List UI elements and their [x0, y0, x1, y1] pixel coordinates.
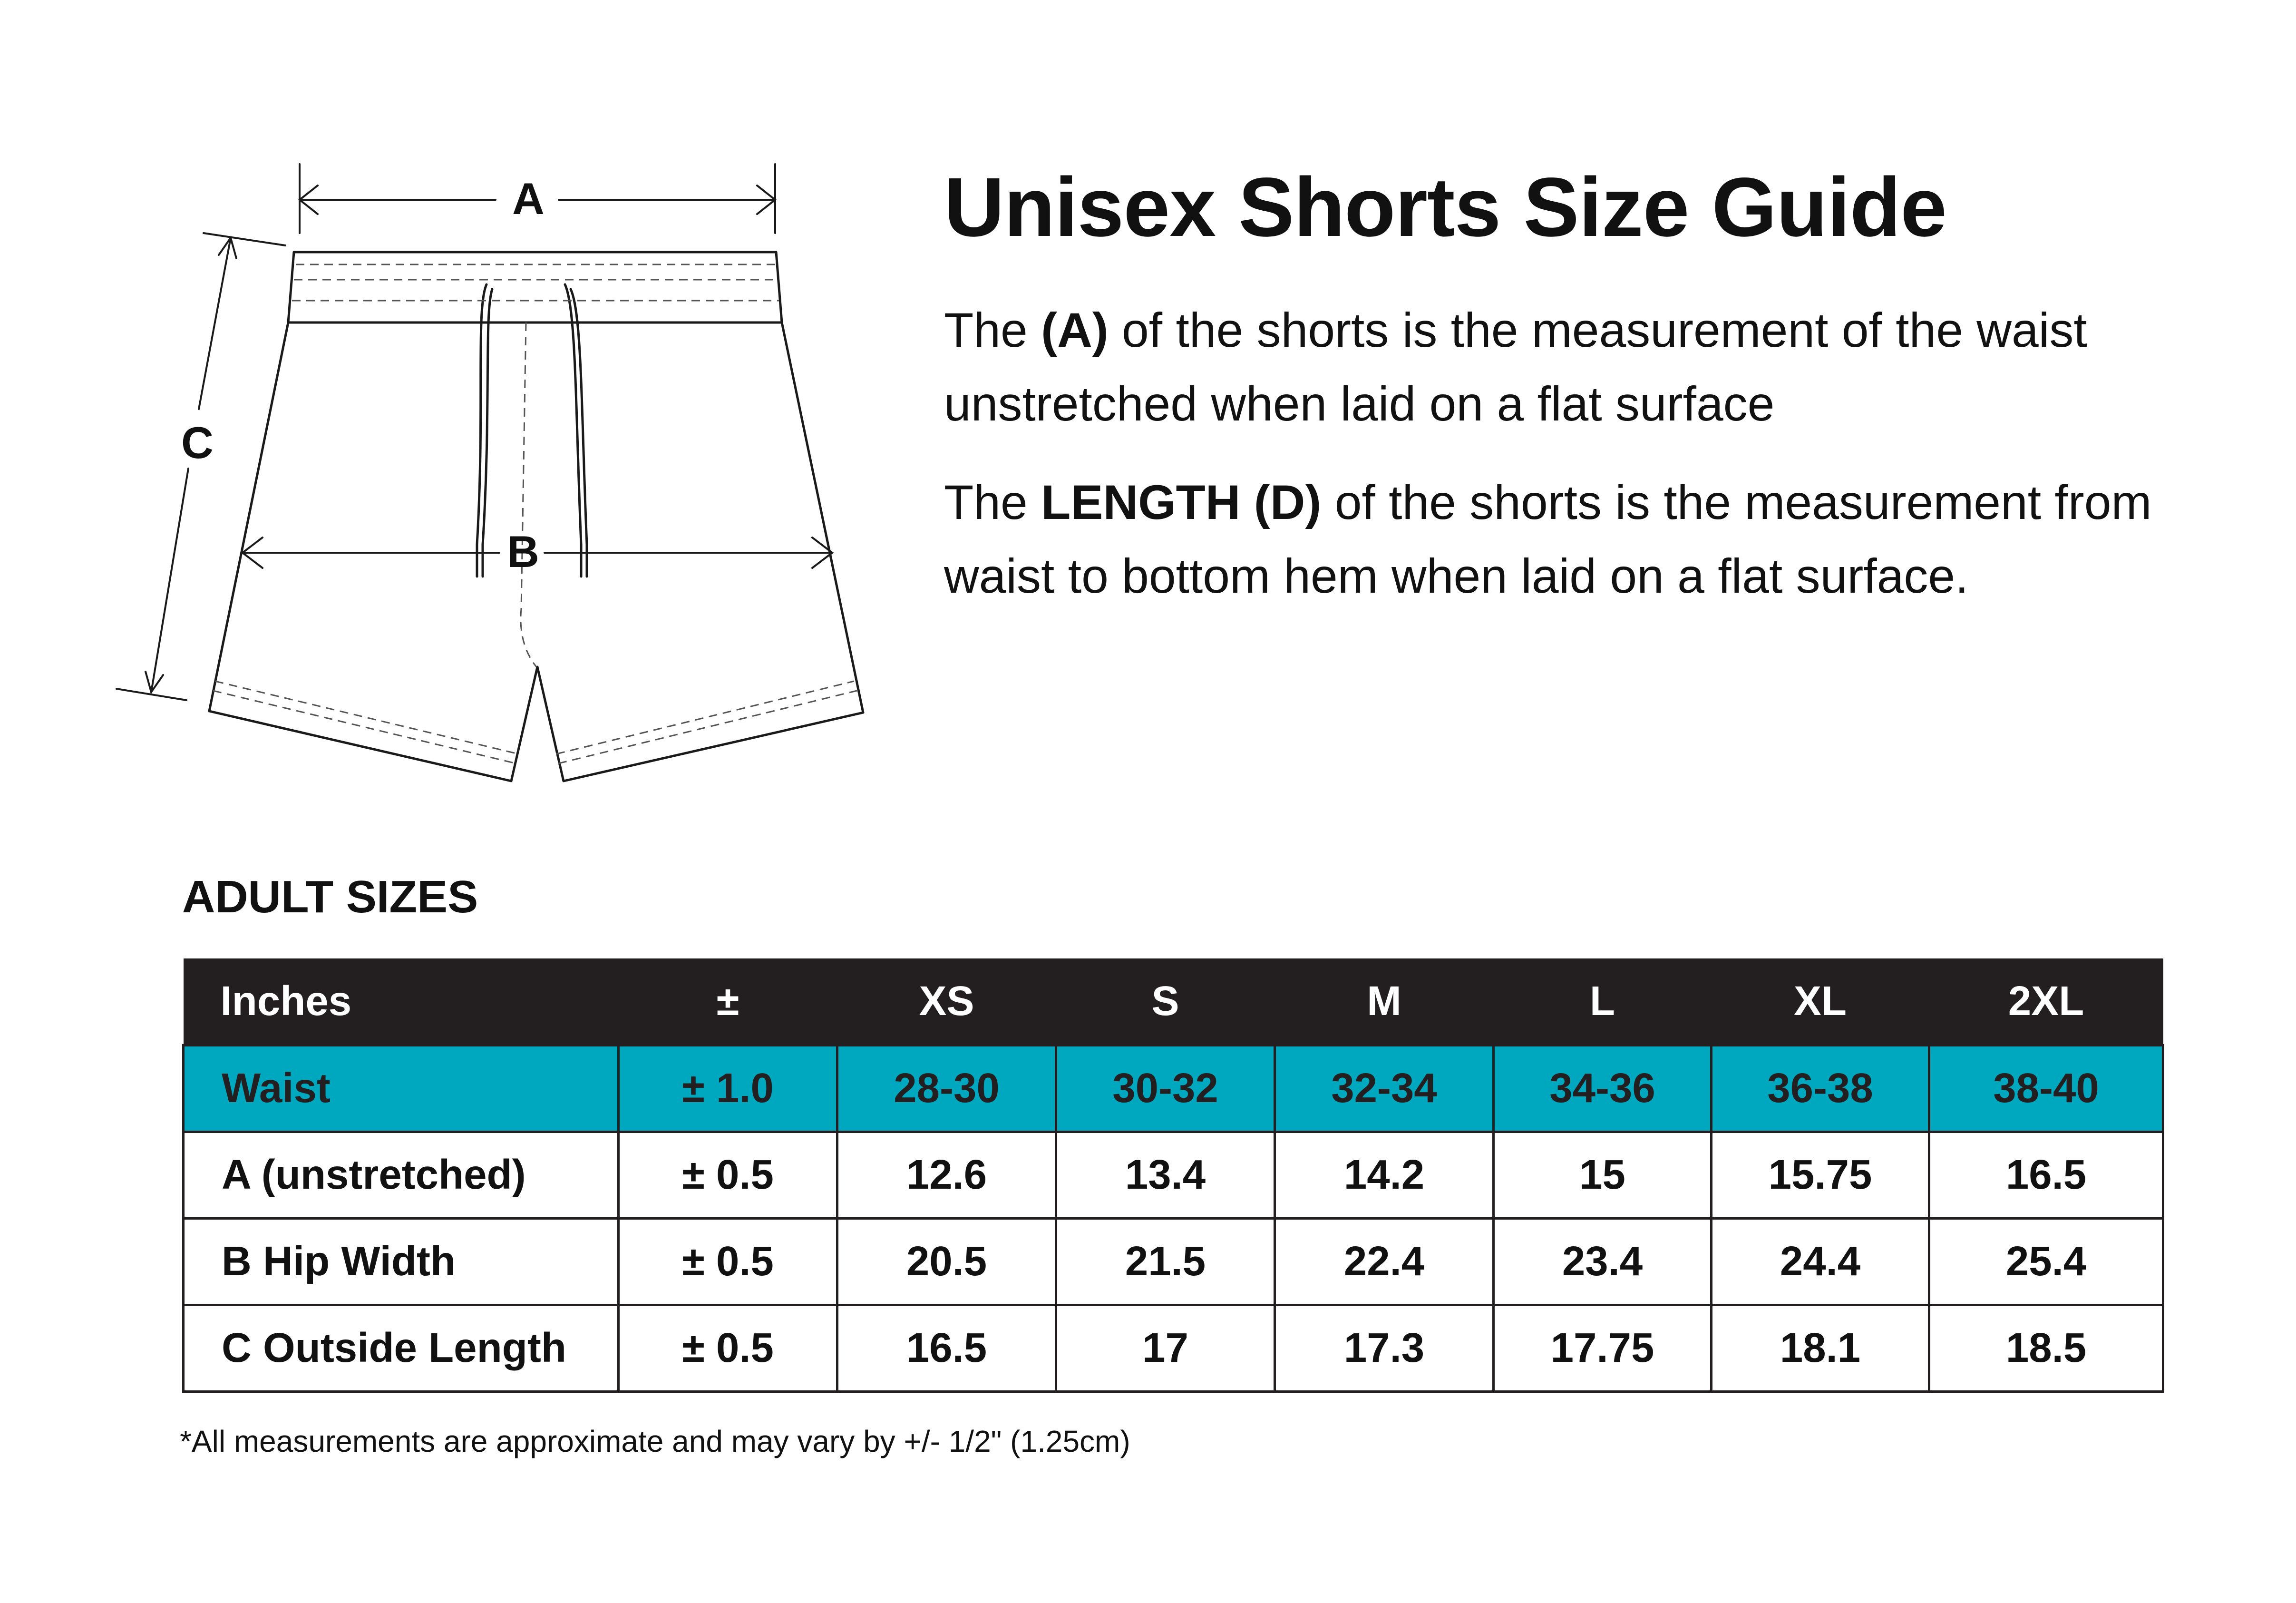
- table-row-a-unstretched: [184, 1132, 2163, 1218]
- description-length: The LENGTH (D) of the shorts is the measurement from waist to bottom hem when laid on a flat surface.: [944, 475, 2152, 603]
- table-row-b-hip-width: [184, 1218, 2163, 1305]
- dimension-b-label: B: [507, 527, 539, 577]
- table-cell: 13.4: [1056, 1132, 1275, 1218]
- left-hem-stitch-1: [215, 681, 518, 754]
- table-header-row: [184, 958, 2163, 1045]
- table-cell: 15.75: [1712, 1132, 1929, 1218]
- size-table: [182, 958, 2164, 1393]
- row-label: Waist: [184, 1045, 619, 1132]
- table-cell: 18.1: [1712, 1305, 1929, 1391]
- tolerance-cell: ± 1.0: [619, 1045, 837, 1132]
- table-cell: 17.75: [1494, 1305, 1712, 1391]
- table-cell: 30-32: [1056, 1045, 1275, 1132]
- table-row-waist: [184, 1045, 2163, 1132]
- description-waist: The (A) of the shorts is the measurement of the waist unstretched when laid on a flat surface: [944, 303, 2087, 431]
- header-cell-xl: XL: [1793, 977, 1847, 1024]
- dimension-c-tick-top: [204, 233, 285, 245]
- header-cell-l: L: [1589, 977, 1615, 1024]
- section-heading: ADULT SIZES: [182, 871, 478, 922]
- header-cell-xs: XS: [919, 977, 974, 1024]
- shorts-measurement-diagram: [0, 0, 904, 809]
- tolerance-cell: ± 0.5: [619, 1132, 837, 1218]
- waistband-outline: [288, 252, 782, 323]
- table-cell: 25.4: [1929, 1218, 2163, 1305]
- page-title: Unisex Shorts Size Guide: [944, 161, 1947, 254]
- table-cell: 24.4: [1712, 1218, 1929, 1305]
- table-cell: 17: [1056, 1305, 1275, 1391]
- table-cell: 14.2: [1275, 1132, 1494, 1218]
- row-label: B Hip Width: [184, 1218, 619, 1305]
- header-cell-s: S: [1151, 977, 1179, 1024]
- dimension-c-label: C: [181, 418, 214, 468]
- left-drawstring: [477, 284, 486, 577]
- table-cell: 34-36: [1494, 1045, 1712, 1132]
- left-hem-stitch-2: [213, 691, 516, 763]
- left-drawstring-inner: [483, 289, 492, 577]
- center-seam: [521, 323, 536, 667]
- dimension-c-line-bottom: [151, 469, 188, 692]
- table-cell: 21.5: [1056, 1218, 1275, 1305]
- table-cell: 36-38: [1712, 1045, 1929, 1132]
- table-cell: 20.5: [837, 1218, 1056, 1305]
- description-length-term: LENGTH (D): [1041, 475, 1322, 529]
- table-cell: 16.5: [1929, 1132, 2163, 1218]
- header-cell-tolerance: ±: [716, 977, 739, 1024]
- table-cell: 17.3: [1275, 1305, 1494, 1391]
- header-cell-unit: Inches: [220, 977, 352, 1024]
- table-cell: 16.5: [837, 1305, 1056, 1391]
- header-cell-m: M: [1367, 977, 1401, 1024]
- table-cell: 22.4: [1275, 1218, 1494, 1305]
- row-label: C Outside Length: [184, 1305, 619, 1391]
- table-cell: 15: [1494, 1132, 1712, 1218]
- tolerance-cell: ± 0.5: [619, 1305, 837, 1391]
- table-cell: 28-30: [837, 1045, 1056, 1132]
- dimension-a-label: A: [512, 174, 545, 224]
- table-cell: 32-34: [1275, 1045, 1494, 1132]
- description-waist-term: (A): [1041, 303, 1109, 357]
- dimension-c-line-top: [199, 238, 231, 409]
- table-cell: 18.5: [1929, 1305, 2163, 1391]
- right-hem-stitch-1: [556, 681, 854, 754]
- footnote: *All measurements are approximate and may vary by +/- 1/2" (1.25cm): [180, 1424, 1130, 1458]
- header-cell-2xl: 2XL: [2008, 977, 2084, 1024]
- row-label: A (unstretched): [184, 1132, 619, 1218]
- table-cell: 12.6: [837, 1132, 1056, 1218]
- right-hem-stitch-2: [558, 691, 857, 763]
- table-cell: 23.4: [1494, 1218, 1712, 1305]
- table-row-c-outside-length: [184, 1305, 2163, 1391]
- tolerance-cell: ± 0.5: [619, 1218, 837, 1305]
- table-cell: 38-40: [1929, 1045, 2163, 1132]
